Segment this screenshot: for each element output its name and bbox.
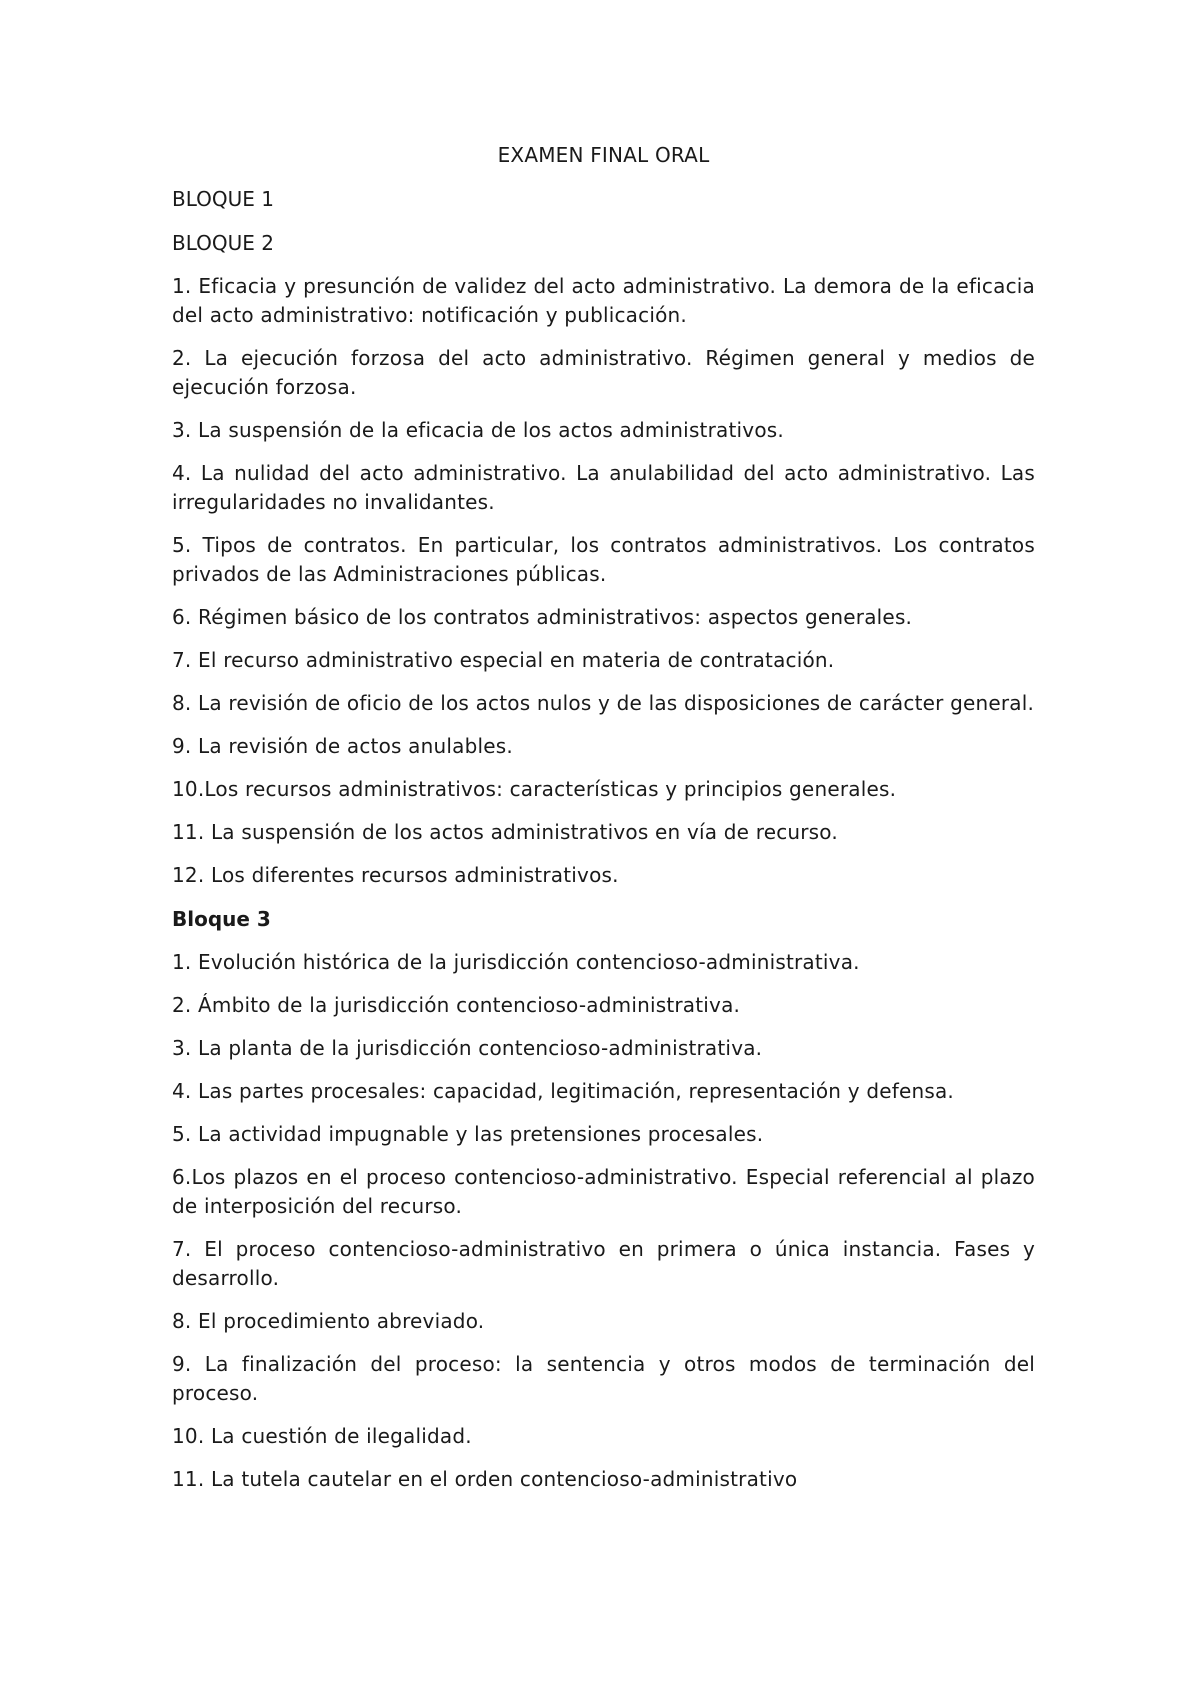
list-item: 6. Régimen básico de los contratos administrativos: aspectos generales.	[172, 605, 913, 629]
list-item: 2. La ejecución forzosa del acto administrativo. Régimen general y medios de ejecución forzosa.	[172, 346, 1035, 399]
list-item: 8. La revisión de oficio de los actos nulos y de las disposiciones de carácter general.	[172, 691, 1035, 715]
block-3-list	[172, 948, 1035, 1494]
list-item: 5. Tipos de contratos. En particular, los contratos administrativos. Los contratos privados de las Administraciones públicas.	[172, 533, 1035, 586]
block-3-heading: Bloque 3	[172, 907, 271, 931]
list-item: 4. Las partes procesales: capacidad, legitimación, representación y defensa.	[172, 1079, 954, 1103]
list-item: 3. La suspensión de la eficacia de los actos administrativos.	[172, 418, 784, 442]
list-item: 12. Los diferentes recursos administrativos.	[172, 863, 619, 887]
list-item: 3. La planta de la jurisdicción contencioso-administrativa.	[172, 1036, 763, 1060]
list-item: 9. La finalización del proceso: la sentencia y otros modos de terminación del proceso.	[172, 1352, 1035, 1405]
list-item: 1. Evolución histórica de la jurisdicción contencioso-administrativa.	[172, 950, 860, 974]
list-item: 10. La cuestión de ilegalidad.	[172, 1424, 472, 1448]
list-item: 1. Eficacia y presunción de validez del acto administrativo. La demora de la eficacia del acto administrativo: notificación y publicación.	[172, 274, 1035, 327]
list-item: 10.Los recursos administrativos: características y principios generales.	[172, 777, 897, 801]
block-2-list	[172, 272, 1035, 890]
list-item: 7. El recurso administrativo especial en materia de contratación.	[172, 648, 835, 672]
list-item: 8. El procedimiento abreviado.	[172, 1309, 485, 1333]
block-1-heading: BLOQUE 1	[172, 187, 274, 211]
list-item: 6.Los plazos en el proceso contencioso-administrativo. Especial referencial al plazo de interposición del recurso.	[172, 1165, 1035, 1218]
list-item: 2. Ámbito de la jurisdicción contencioso-administrativa.	[172, 993, 741, 1017]
document-title: EXAMEN FINAL ORAL	[497, 143, 710, 167]
block-2-heading: BLOQUE 2	[172, 231, 274, 255]
list-item: 9. La revisión de actos anulables.	[172, 734, 513, 758]
list-item: 5. La actividad impugnable y las pretensiones procesales.	[172, 1122, 764, 1146]
list-item: 11. La suspensión de los actos administrativos en vía de recurso.	[172, 820, 838, 844]
document-page	[172, 140, 1035, 1508]
list-item: 7. El proceso contencioso-administrativo en primera o única instancia. Fases y desarrollo.	[172, 1237, 1035, 1290]
list-item: 11. La tutela cautelar en el orden contencioso-administrativo	[172, 1467, 798, 1491]
list-item: 4. La nulidad del acto administrativo. La anulabilidad del acto administrativo. Las irregularidades no invalidantes.	[172, 461, 1035, 514]
